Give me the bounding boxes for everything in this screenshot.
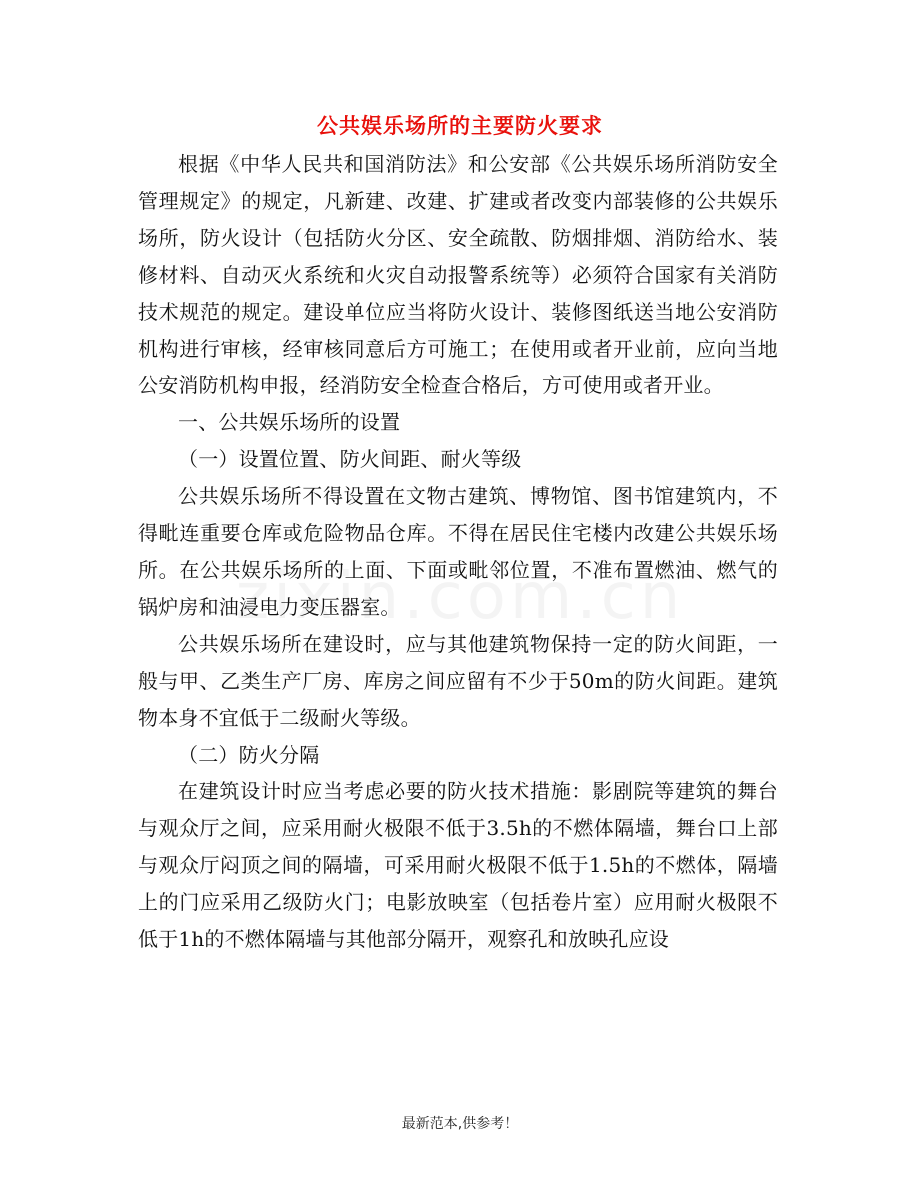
document-title: 公共娱乐场所的主要防火要求 [317,113,603,138]
page-footer: 最新范本,供参考！ [401,1116,519,1132]
document-body [138,146,778,958]
paragraph: 公共娱乐场所不得设置在文物古建筑、博物馆、图书馆建筑内，不得毗连重要仓库或危险物品仓库。不得在居民住宅楼内改建公共娱乐场所。在公共娱乐场所的上面、下面或毗邻位置，不准布置燃油、燃气的锅炉房和油浸电力变压器室。 [138,484,778,619]
section-heading: （一）设置位置、防火间距、耐火等级 [178,447,522,472]
paragraph: 根据《中华人民共和国消防法》和公安部《公共娱乐场所消防安全管理规定》的规定，凡新建、改建、扩建或者改变内部装修的公共娱乐场所，防火设计（包括防火分区、安全疏散、防烟排烟、消防给水、装修材料、自动灭火系统和火灾自动报警系统等）必须符合国家有关消防技术规范的规定。建设单位应当将防火设计、装修图纸送当地公安消防机构进行审核，经审核同意后方可施工；在使用或者开业前，应向当地公安消防机构申报，经消防安全检查合格后，方可使用或者开业。 [138,152,778,398]
paragraph: 公共娱乐场所在建设时，应与其他建筑物保持一定的防火间距，一般与甲、乙类生产厂房、库房之间应留有不少于50m的防火间距。建筑物本身不宜低于二级耐火等级。 [138,631,778,730]
paragraph: 在建筑设计时应当考虑必要的防火技术措施：影剧院等建筑的舞台与观众厅之间，应采用耐火极限不低于3.5h的不燃体隔墙，舞台口上部与观众厅闷顶之间的隔墙，可采用耐火极限不低于1.5h的不燃体，隔墙上的门应采用乙级防火门；电影放映室（包括卷片室）应用耐火极限不低于1h的不燃体隔墙与其他部分隔开，观察孔和放映孔应设 [138,779,778,952]
section-heading: （二）防火分隔 [178,742,320,767]
section-heading: 一、公共娱乐场所的设置 [178,410,401,435]
